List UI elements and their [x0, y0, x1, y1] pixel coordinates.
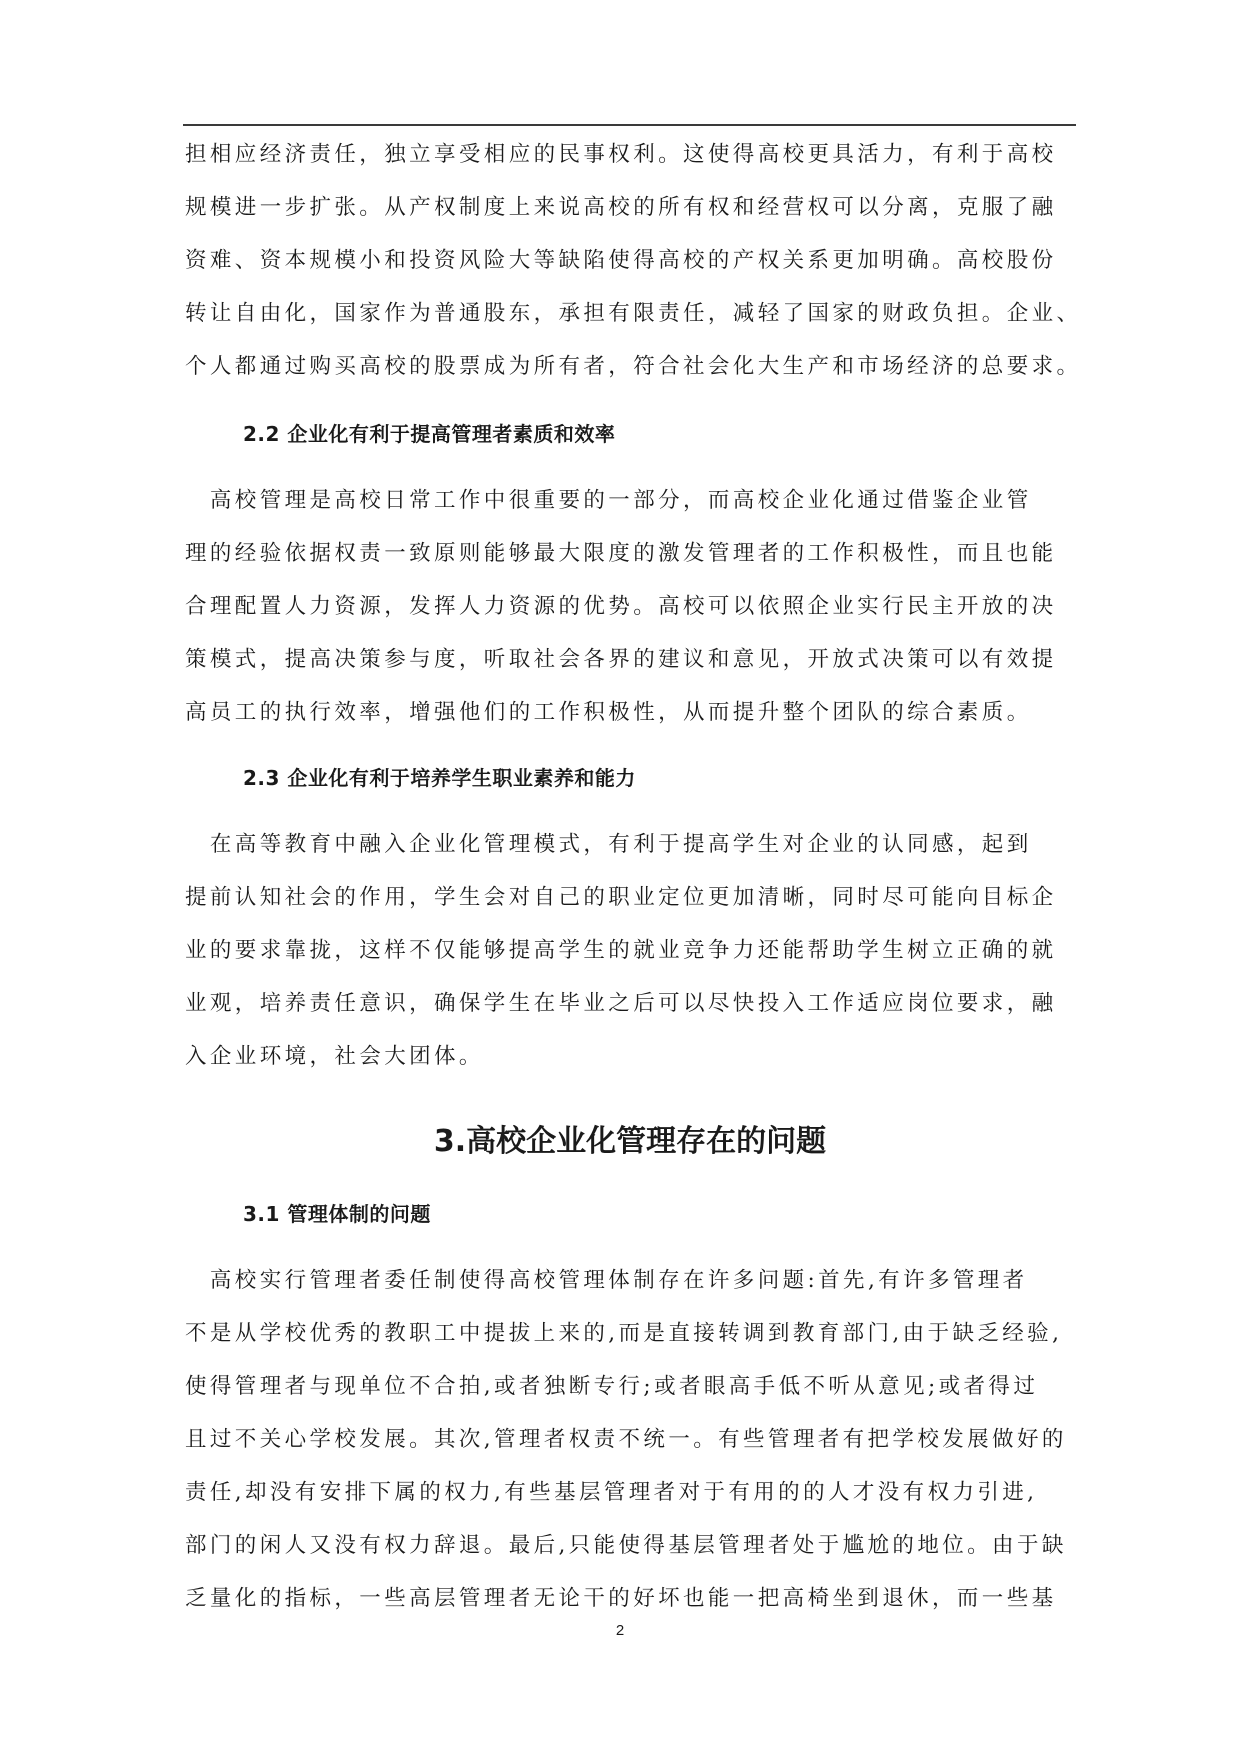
text-line: 业观，培养责任意识，确保学生在毕业之后可以尽快投入工作适应岗位要求，融: [185, 991, 1057, 1016]
chapter-heading-3: 3.高校企业化管理存在的问题: [433, 1124, 827, 1159]
text-line: 担相应经济责任，独立享受相应的民事权利。这使得高校更具活力，有利于高校: [185, 142, 1057, 167]
text-line: 策模式，提高决策参与度，听取社会各界的建议和意见，开放式决策可以有效提: [185, 647, 1057, 672]
page-number: 2: [615, 1622, 625, 1639]
text-line: 转让自由化，国家作为普通股东，承担有限责任，减轻了国家的财政负担。企业、: [185, 301, 1082, 326]
header-rule: [183, 124, 1076, 126]
text-line: 资难、资本规模小和投资风险大等缺陷使得高校的产权关系更加明确。高校股份: [185, 248, 1057, 273]
text-line: 入企业环境，社会大团体。: [185, 1044, 484, 1069]
section-heading-2-3: 2.3 企业化有利于培养学生职业素养和能力: [243, 766, 636, 790]
text-line: 不是从学校优秀的教职工中提拔上来的,而是直接转调到教育部门,由于缺乏经验,: [185, 1321, 1063, 1346]
text-line: 责任,却没有安排下属的权力,有些基层管理者对于有用的的人才没有权力引进,: [185, 1480, 1038, 1505]
text-line: 个人都通过购买高校的股票成为所有者，符合社会化大生产和市场经济的总要求。: [185, 354, 1082, 379]
text-line: 理的经验依据权责一致原则能够最大限度的激发管理者的工作积极性，而且也能: [185, 541, 1057, 566]
text-line: 且过不关心学校发展。其次,管理者权责不统一。有些管理者有把学校发展做好的: [185, 1427, 1067, 1452]
text-line: 使得管理者与现单位不合拍,或者独断专行;或者眼高手低不听从意见;或者得过: [185, 1374, 1039, 1399]
text-line: 高校实行管理者委任制使得高校管理体制存在许多问题:首先,有许多管理者: [185, 1268, 1028, 1293]
text-line: 业的要求靠拢，这样不仅能够提高学生的就业竞争力还能帮助学生树立正确的就: [185, 938, 1057, 963]
text-line: 在高等教育中融入企业化管理模式，有利于提高学生对企业的认同感，起到: [185, 832, 1032, 857]
text-line: 乏量化的指标，一些高层管理者无论干的好坏也能一把高椅坐到退休，而一些基: [185, 1586, 1057, 1611]
text-line: 提前认知社会的作用，学生会对自己的职业定位更加清晰，同时尽可能向目标企: [185, 885, 1057, 910]
text-line: 高员工的执行效率，增强他们的工作积极性，从而提升整个团队的综合素质。: [185, 700, 1032, 725]
section-heading-2-2: 2.2 企业化有利于提高管理者素质和效率: [243, 422, 616, 446]
section-heading-3-1: 3.1 管理体制的问题: [243, 1202, 431, 1226]
text-line: 高校管理是高校日常工作中很重要的一部分，而高校企业化通过借鉴企业管: [185, 488, 1032, 513]
text-line: 部门的闲人又没有权力辞退。最后,只能使得基层管理者处于尴尬的地位。由于缺: [185, 1533, 1067, 1558]
text-line: 规模进一步扩张。从产权制度上来说高校的所有权和经营权可以分离，克服了融: [185, 195, 1057, 220]
text-line: 合理配置人力资源，发挥人力资源的优势。高校可以依照企业实行民主开放的决: [185, 594, 1057, 619]
